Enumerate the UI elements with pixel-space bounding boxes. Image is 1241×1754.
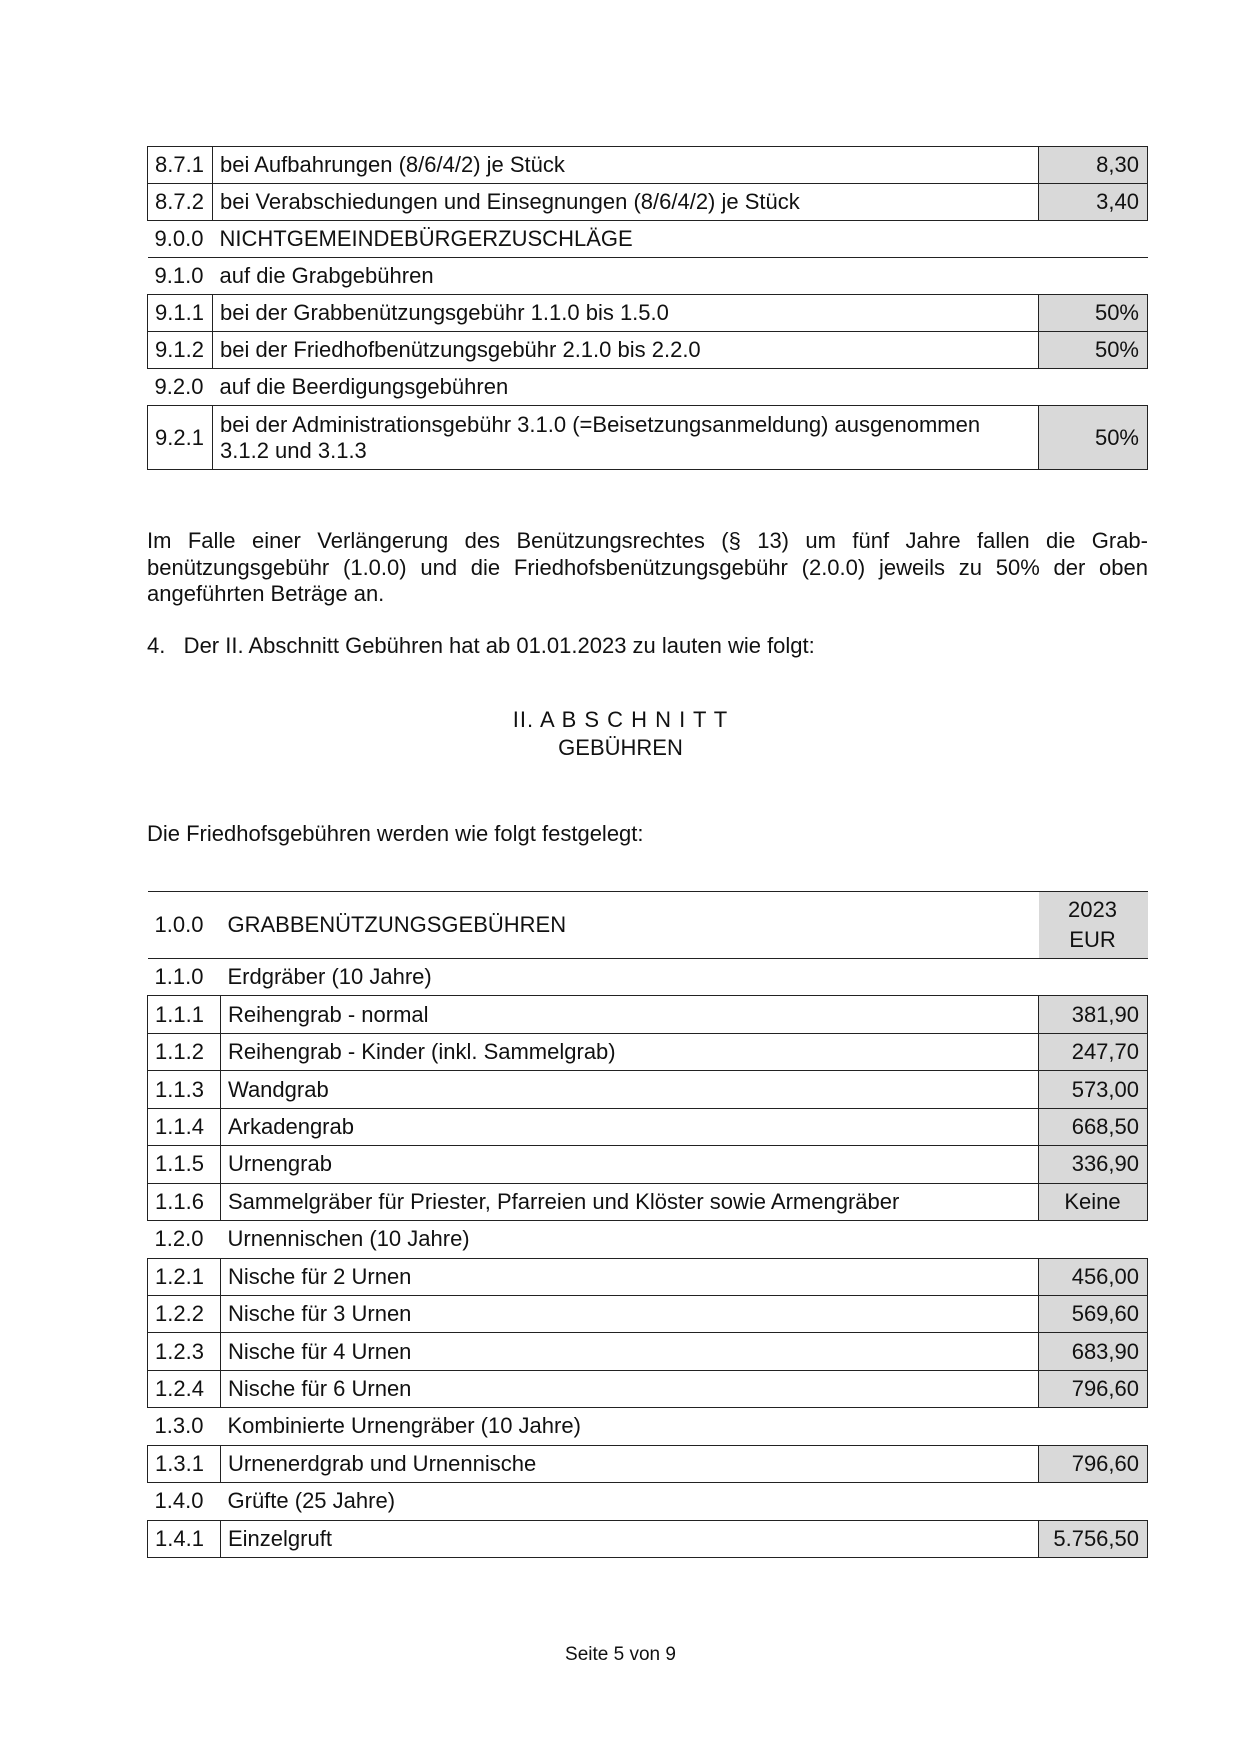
row-value: 668,50 [1039,1108,1148,1145]
header-year: 2023 [1068,897,1117,922]
row-description: NICHTGEMEINDEBÜRGERZUSCHLÄGE [213,221,1148,258]
row-value: 3,40 [1039,184,1148,221]
row-code: 1.2.2 [148,1295,221,1332]
row-description: Arkadengrab [221,1108,1039,1145]
row-value: 381,90 [1039,996,1148,1033]
intro-text: Die Friedhofsgebühren werden wie folgt festgelegt: [147,821,644,846]
table-row [148,1146,1148,1183]
row-description: bei der Friedhofbenützungsgebühr 2.1.0 bis 2.2.0 [213,332,1039,369]
row-code: 9.1.0 [154,263,204,288]
table-row [148,1183,1148,1220]
table-row [148,959,1148,996]
header-title: GRABBENÜTZUNGSGEBÜHREN [221,892,1039,959]
row-code: 1.4.1 [148,1520,221,1557]
row-description: Urnenerdgrab und Urnennische [221,1445,1039,1482]
row-value: 456,00 [1039,1258,1148,1295]
row-code: 1.1.5 [148,1146,221,1183]
row-description: Grüfte (25 Jahre) [227,1488,396,1514]
row-code: 1.1.4 [148,1108,221,1145]
table-row [148,1483,1148,1520]
row-description: bei Aufbahrungen (8/6/4/2) je Stück [213,147,1039,184]
table-row [148,1258,1148,1295]
row-description: bei der Administrationsgebühr 3.1.0 (=Beisetzungsanmeldung) ausgenommen 3.1.2 und 3.1.3 [213,406,1039,470]
header-year-currency [1039,892,1148,959]
row-description: Reihengrab - Kinder (inkl. Sammelgrab) [221,1033,1039,1070]
table-row [148,147,1148,184]
table-row [148,1520,1148,1557]
row-description: Urnengrab [221,1146,1039,1183]
table-row [148,295,1148,332]
row-value: 573,00 [1039,1071,1148,1108]
row-code: 9.1.2 [148,332,213,369]
table-row [148,1370,1148,1407]
page-footer: Seite 5 von 9 [565,1644,676,1665]
row-description: Nische für 3 Urnen [221,1295,1039,1332]
row-description: Nische für 2 Urnen [221,1258,1039,1295]
row-code: 1.2.0 [154,1226,204,1252]
table-row [148,406,1148,470]
row-value: 569,60 [1039,1295,1148,1332]
row-description: Erdgräber (10 Jahre) [227,964,432,990]
table-row [148,1033,1148,1070]
row-value: 50% [1039,332,1148,369]
item-4: 4. Der II. Abschnitt Gebühren hat ab 01.01.2023 zu lauten wie folgt: [147,633,815,658]
row-value: 50% [1039,295,1148,332]
row-value: 5.756,50 [1039,1520,1148,1557]
section-heading: II. A B S C H N I T T [512,707,729,732]
row-description: Sammelgräber für Priester, Pfarreien und Klöster sowie Armengräber [221,1183,1039,1220]
row-code: 8.7.2 [148,184,213,221]
row-description: Urnennischen (10 Jahre) [227,1226,470,1252]
row-description: Wandgrab [221,1071,1039,1108]
row-code: 1.1.3 [148,1071,221,1108]
table-header-row [148,892,1148,959]
row-description: Einzelgruft [221,1520,1039,1557]
row-code: 1.1.1 [148,996,221,1033]
row-description: bei Verabschiedungen und Einsegnungen (8/6/4/2) je Stück [213,184,1039,221]
row-code: 1.1.2 [148,1033,221,1070]
extension-paragraph: Im Falle einer Verlängerung des Benützungsrechtes (§ 13) um fünf Jahre fallen die Grab-benützungsgebühr (1.0.0) und die Friedhofsbenützungsgebühr (2.0.0) jeweils zu 50% der oben angeführten Beträge an. [147,528,1148,606]
table-row [148,1408,1148,1445]
row-code: 9.2.1 [148,406,213,470]
row-code: 1.3.0 [154,1413,204,1439]
table-row [148,369,1148,406]
section-subheading: GEBÜHREN [558,735,683,760]
row-description: Kombinierte Urnengräber (10 Jahre) [227,1413,581,1439]
row-description: bei der Grabbenützungsgebühr 1.1.0 bis 1.5.0 [213,295,1039,332]
row-code: 1.3.1 [148,1445,221,1482]
table-row [148,1071,1148,1108]
row-code: 1.1.0 [154,964,204,990]
row-description: Reihengrab - normal [221,996,1039,1033]
header-currency: EUR [1069,927,1116,952]
table-row [148,1221,1148,1258]
row-value: 247,70 [1039,1033,1148,1070]
fee-table [147,891,1148,1558]
row-description: auf die Grabgebühren [219,263,434,288]
row-description: Nische für 4 Urnen [221,1333,1039,1370]
table-row [148,332,1148,369]
row-value: 50% [1039,406,1148,470]
row-value: 8,30 [1039,147,1148,184]
row-code: 8.7.1 [148,147,213,184]
row-code: 9.2.0 [154,374,204,399]
row-description: Nische für 6 Urnen [221,1370,1039,1407]
row-code: 1.1.6 [148,1183,221,1220]
table-row [148,1295,1148,1332]
table-row [148,1108,1148,1145]
row-code: 1.4.0 [154,1488,204,1514]
table-row [148,258,1148,295]
row-code: 1.2.1 [148,1258,221,1295]
row-value: 336,90 [1039,1146,1148,1183]
table-row [148,184,1148,221]
row-code: 9.0.0 [148,221,213,258]
row-code: 1.2.3 [148,1333,221,1370]
row-value: 796,60 [1039,1370,1148,1407]
table-row [148,1445,1148,1482]
header-code: 1.0.0 [148,892,221,959]
row-code: 9.1.1 [148,295,213,332]
row-value: 683,90 [1039,1333,1148,1370]
row-value: 796,60 [1039,1445,1148,1482]
table-row [148,221,1148,258]
row-code: 1.2.4 [148,1370,221,1407]
table-row [148,996,1148,1033]
table-row [148,1333,1148,1370]
row-description: auf die Beerdigungsgebühren [219,374,509,399]
surcharge-table [147,146,1148,470]
row-value: Keine [1039,1183,1148,1220]
